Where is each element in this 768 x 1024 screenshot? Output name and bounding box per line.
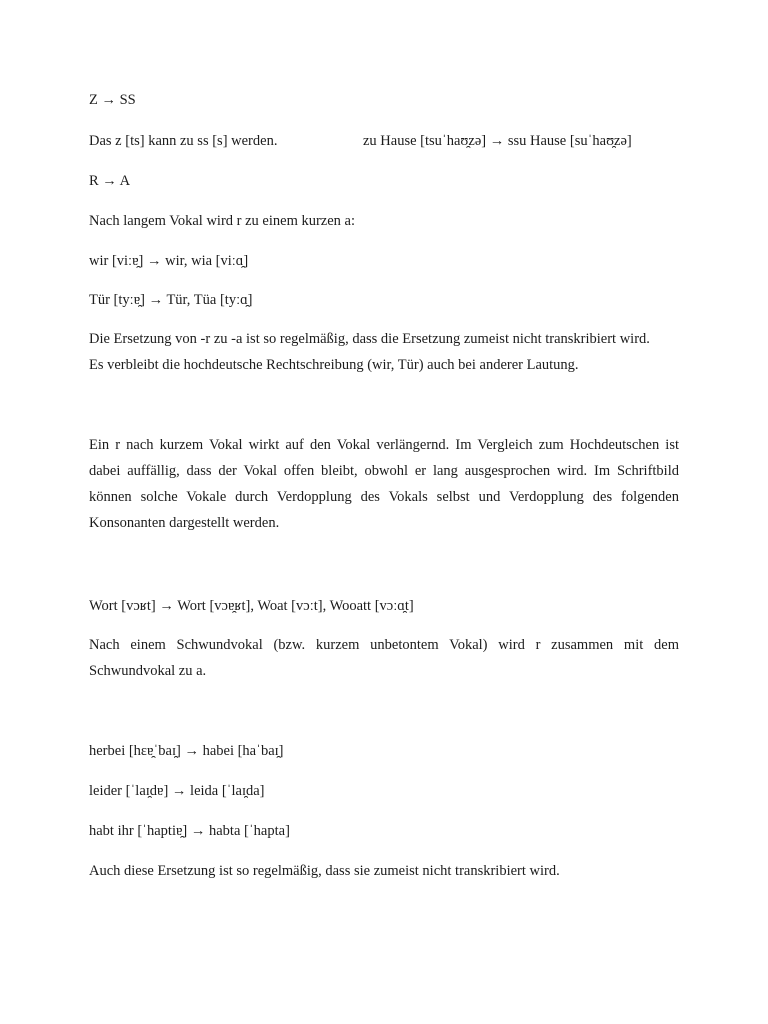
heading-z-to-ss: Z → SS (89, 92, 136, 108)
example-leider: leider [ˈlaɪ̯dɐ] → leida [ˈlaɪ̯da] (89, 783, 265, 799)
z-rule-line (89, 131, 632, 151)
example-tuer: Tür [tyːɐ̯] → Tür, Tüa [tyːɑ̯] (89, 292, 253, 308)
example-wort: Wort [vɔʁt] → Wort [vɔɐ̯ʁt], Woat [vɔːt], Wooatt [vɔːɑ̯t] (89, 598, 414, 614)
paragraph-schwundvokal (89, 632, 679, 684)
example-wir: wir [viːɐ̯] → wir, wia [viːɑ̯] (89, 253, 249, 269)
example-herbei: herbei [hɛɐ̯ˈbaɪ̯] → habei [haˈbaɪ̯] (89, 743, 284, 759)
z-rule-text: Das z [ts] kann zu ss [s] werden. (89, 133, 278, 149)
paragraph-line: Schwundvokal zu a. (89, 663, 207, 679)
paragraph-line: Die Ersetzung von -r zu -a ist so regelmäßig, dass die Ersetzung zumeist nicht transkribiert wird. (89, 331, 650, 347)
paragraph-line: Ein r nach kurzem Vokal wirkt auf den Vokal verlängernd. Im Vergleich zum Hochdeutschen ist (89, 437, 679, 453)
paragraph-kurzer-vokal (89, 432, 679, 536)
closing-sentence: Auch diese Ersetzung ist so regelmäßig, dass sie zumeist nicht transkribiert wird. (89, 863, 560, 879)
paragraph-ersetzung (89, 326, 679, 378)
example-habt-ihr: habt ihr [ˈhaptiɐ̯] → habta [ˈhapta] (89, 823, 290, 839)
paragraph-line: dabei auffällig, dass der Vokal offen bleibt, obwohl er lang ausgesprochen wird. Im Schriftbild (89, 463, 679, 479)
paragraph-line: können solche Vokale durch Verdopplung des Vokals selbst und Verdopplung des folgenden (89, 489, 679, 505)
paragraph-line: Es verbleibt die hochdeutsche Rechtschreibung (wir, Tür) auch bei anderer Lautung. (89, 357, 579, 373)
paragraph-line: Nach einem Schwundvokal (bzw. kurzem unbetontem Vokal) wird r zusammen mit dem (89, 637, 679, 653)
paragraph-line: Konsonanten dargestellt werden. (89, 515, 280, 531)
z-rule-example: zu Hause [tsuˈhaʊ̯zə] → ssu Hause [suˈhaʊ̯zə] (363, 133, 632, 149)
r-rule-intro: Nach langem Vokal wird r zu einem kurzen a: (89, 213, 356, 229)
heading-r-to-a: R → A (89, 173, 131, 189)
